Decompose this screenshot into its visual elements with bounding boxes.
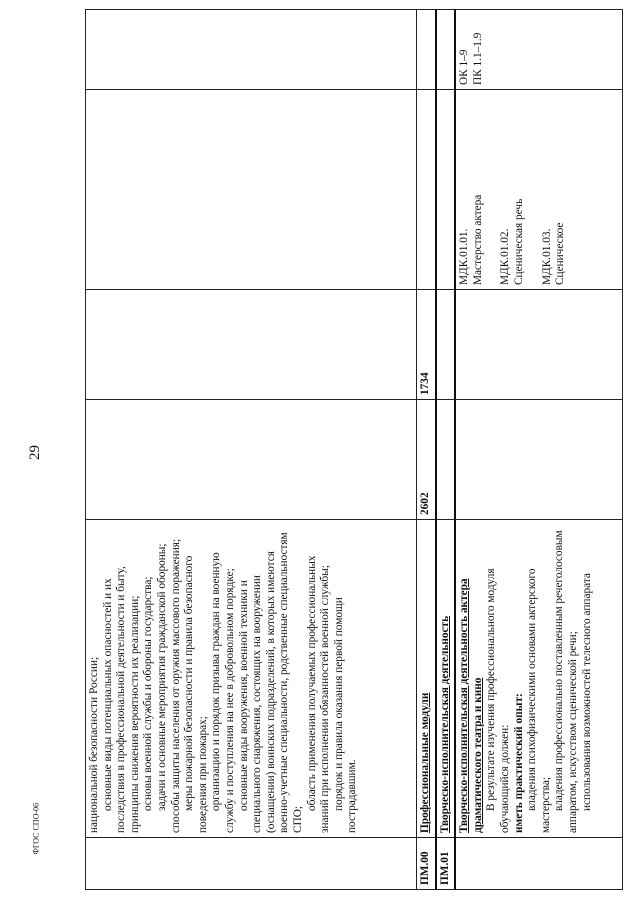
empty-cell bbox=[417, 90, 436, 290]
empty-cell bbox=[436, 10, 456, 90]
experience-item: использования возможностей телесного аппарата bbox=[580, 573, 593, 811]
table-row-pm01 bbox=[436, 10, 456, 890]
safety-line: национальной безопасности России; bbox=[88, 656, 100, 833]
course-name: Сценическое bbox=[554, 222, 567, 285]
table-row bbox=[86, 10, 417, 890]
rotated-table-container bbox=[85, 10, 623, 890]
required-load-cell bbox=[86, 290, 417, 400]
course-code: МДК.01.01. bbox=[458, 228, 471, 285]
title-pm00: Профессиональные модули bbox=[417, 520, 436, 838]
max-load-cell bbox=[86, 400, 417, 520]
course-code: МДК.01.03. bbox=[540, 228, 553, 285]
safety-line: основные виды вооружения, военной техники и специального снаряжения, состоящих на вооружении (оснащении) воинских подразделений, в которых имеются военно-учетные специальности, родственные специальностям СПО; bbox=[237, 532, 304, 833]
course-cell bbox=[86, 90, 417, 290]
safety-line: задачи и основные мероприятия гражданской обороны; способы защиты населения от оружия массового поражения; bbox=[155, 538, 182, 833]
experience-item: владения психофизическими основами актерского мастерства; bbox=[526, 568, 552, 833]
pm01-subtitle: Творческо-исполнительская деятельность актера драматического театра и кино bbox=[458, 578, 484, 833]
max-load-cell bbox=[455, 400, 622, 520]
code-cell bbox=[86, 838, 417, 890]
max-load-pm00: 2602 bbox=[417, 400, 436, 520]
code-pm01: ПМ.01 bbox=[436, 838, 456, 890]
empty-cell bbox=[436, 400, 456, 520]
safety-line: порядок и правила оказания первой помощи пострадавшим. bbox=[332, 597, 359, 833]
title-pm01: Творческо-исполнительская деятельность bbox=[436, 520, 456, 838]
code-pm00: ПМ.00 bbox=[417, 838, 436, 890]
empty-cell bbox=[417, 10, 436, 90]
safety-line: основные виды потенциальных опасностей и их последствия в профессиональной деятельности и быту, принципы снижения вероятности их реализации; bbox=[101, 566, 141, 833]
footer-label: ФГОС СПО-06 bbox=[31, 802, 41, 855]
safety-line: область применения получаемых профессиональных знаний при исполнении обязанностей военной службы; bbox=[305, 555, 332, 833]
competency-item: ОК 1–9 bbox=[458, 49, 471, 85]
experience-item: владения профессионально поставленным речеголосовым аппаратом, искусством сценической речи; bbox=[553, 530, 579, 833]
experience-label: иметь практический опыт: bbox=[512, 693, 525, 833]
required-load-pm00: 1734 bbox=[417, 290, 436, 400]
curriculum-table bbox=[85, 9, 623, 890]
safety-knowledge-cell bbox=[86, 520, 417, 838]
course-name: Сценическая речь bbox=[512, 198, 525, 285]
competency-list-cell bbox=[455, 10, 622, 90]
empty-cell bbox=[436, 290, 456, 400]
code-cell bbox=[455, 838, 622, 890]
competency-item: ПК 1.1–1.9 bbox=[471, 32, 484, 85]
safety-line: меры пожарной безопасности и правила безопасного поведения при пожарах; bbox=[183, 555, 209, 833]
course-name: Мастерство актера bbox=[471, 194, 484, 285]
required-load-cell bbox=[455, 290, 622, 400]
safety-line: основы военной службы и обороны государства; bbox=[142, 576, 155, 811]
empty-cell bbox=[436, 90, 456, 290]
competency-cell bbox=[86, 10, 417, 90]
table-row-pm01-detail bbox=[455, 10, 622, 890]
course-list-cell bbox=[455, 90, 622, 290]
pm01-intro: В результате изучения профессионального модуля обучающийся должен: bbox=[485, 568, 511, 833]
pm01-description-cell bbox=[455, 520, 622, 838]
page-number: 29 bbox=[27, 445, 43, 460]
table-row-pm00 bbox=[417, 10, 436, 890]
safety-line: организацию и порядок призыва граждан на военную службу и поступления на нее в добровольном порядке; bbox=[210, 552, 236, 833]
course-code: МДК.01.02. bbox=[499, 228, 512, 285]
